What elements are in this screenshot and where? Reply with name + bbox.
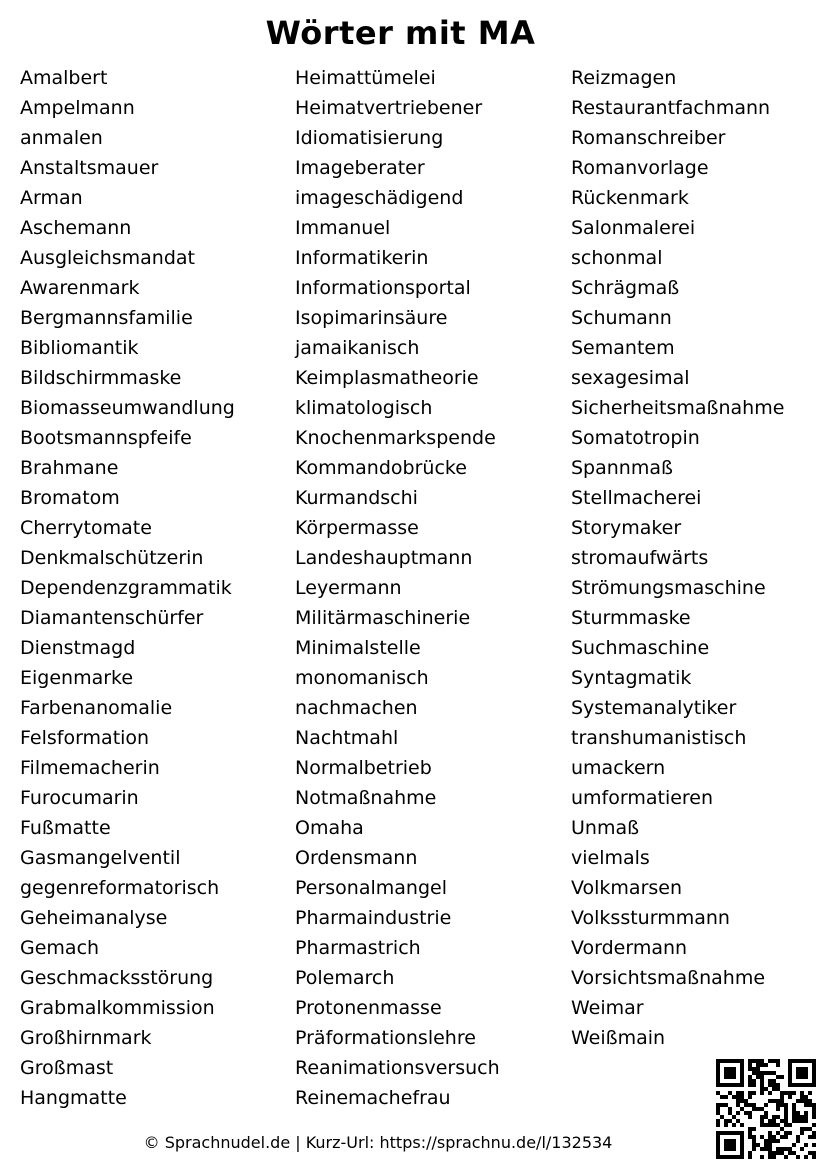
word-item: Strömungsmaschine (571, 577, 766, 599)
word-item: gegenreformatorisch (20, 877, 220, 899)
word-item: Polemarch (295, 967, 395, 989)
word-item: Sturmmaske (571, 607, 691, 629)
word-item: Gasmangelventil (20, 847, 181, 869)
word-item: Präformationslehre (295, 1027, 476, 1049)
word-item: Ordensmann (295, 847, 418, 869)
word-item: Furocumarin (20, 787, 139, 809)
word-column-3 (571, 63, 784, 1053)
word-item: umackern (571, 757, 666, 779)
word-item: Körpermasse (295, 517, 419, 539)
word-item: Informationsportal (295, 277, 471, 299)
word-item: Systemanalytiker (571, 697, 737, 719)
word-item: Filmemacherin (20, 757, 160, 779)
word-item: stromaufwärts (571, 547, 709, 569)
word-item: Romanschreiber (571, 127, 726, 149)
word-item: Geschmacksstörung (20, 967, 214, 989)
word-column-2 (295, 63, 500, 1113)
word-item: Aschemann (20, 217, 132, 239)
word-item: umformatieren (571, 787, 714, 809)
word-item: Felsformation (20, 727, 150, 749)
word-item: Großmast (20, 1057, 114, 1079)
footer-credit: © Sprachnudel.de | Kurz-Url: https://sprachnu.de/l/132534 (143, 1133, 613, 1152)
word-item: Stellmacherei (571, 487, 702, 509)
word-item: vielmals (571, 847, 650, 869)
word-item: Keimplasmatheorie (295, 367, 479, 389)
word-item: Syntagmatik (571, 667, 692, 689)
word-item: Gemach (20, 937, 100, 959)
word-item: Semantem (571, 337, 675, 359)
word-item: Amalbert (20, 67, 108, 89)
word-item: Biomasseumwandlung (20, 397, 235, 419)
word-item: Minimalstelle (295, 637, 421, 659)
word-item: Schumann (571, 307, 672, 329)
word-item: sexagesimal (571, 367, 690, 389)
word-column-1 (20, 63, 235, 1113)
word-item: Bootsmannspfeife (20, 427, 192, 449)
word-item: Normalbetrieb (295, 757, 432, 779)
word-item: Storymaker (571, 517, 682, 539)
word-item: Protonenmasse (295, 997, 442, 1019)
word-item: Grabmalkommission (20, 997, 215, 1019)
word-item: transhumanistisch (571, 727, 747, 749)
word-item: klimatologisch (295, 397, 433, 419)
word-item: Fußmatte (20, 817, 111, 839)
word-item: Geheimanalyse (20, 907, 168, 929)
word-item: Vorsichtsmaßnahme (571, 967, 766, 989)
word-item: Nachtmahl (295, 727, 399, 749)
word-item: imageschädigend (295, 187, 464, 209)
word-item: Kurmandschi (295, 487, 418, 509)
word-item: Reanimationsversuch (295, 1057, 500, 1079)
word-item: Idiomatisierung (295, 127, 444, 149)
word-item: Heimattümelei (295, 67, 436, 89)
word-item: Spannmaß (571, 457, 673, 479)
word-item: Brahmane (20, 457, 119, 479)
word-item: Personalmangel (295, 877, 447, 899)
word-item: Dependenzgrammatik (20, 577, 232, 599)
word-item: Romanvorlage (571, 157, 709, 179)
word-item: Weimar (571, 997, 644, 1019)
word-item: Dienstmagd (20, 637, 136, 659)
word-item: nachmachen (295, 697, 418, 719)
word-item: Bildschirmmaske (20, 367, 182, 389)
qr-code-icon (716, 1059, 816, 1159)
word-item: Pharmaindustrie (295, 907, 452, 929)
page-title: Wörter mit MA (265, 14, 536, 52)
word-item: Diamantenschürfer (20, 607, 204, 629)
word-item: Volkssturmmann (571, 907, 730, 929)
word-item: Suchmaschine (571, 637, 710, 659)
word-item: Informatikerin (295, 247, 429, 269)
word-item: Anstaltsmauer (20, 157, 159, 179)
word-item: Vordermann (571, 937, 688, 959)
word-item: Leyermann (295, 577, 402, 599)
word-item: Pharmastrich (295, 937, 421, 959)
word-item: Bibliomantik (20, 337, 139, 359)
word-item: Unmaß (571, 817, 640, 839)
word-item: Denkmalschützerin (20, 547, 204, 569)
word-item: Landeshauptmann (295, 547, 473, 569)
word-item: Notmaßnahme (295, 787, 437, 809)
word-item: Awarenmark (20, 277, 140, 299)
word-item: Somatotropin (571, 427, 700, 449)
word-item: Militärmaschinerie (295, 607, 471, 629)
word-item: Ampelmann (20, 97, 135, 119)
word-item: Bergmannsfamilie (20, 307, 193, 329)
word-item: Reinemachefrau (295, 1087, 451, 1109)
word-item: Cherrytomate (20, 517, 152, 539)
word-item: schonmal (571, 247, 663, 269)
word-item: Omaha (295, 817, 364, 839)
word-item: Eigenmarke (20, 667, 134, 689)
word-item: Schrägmaß (571, 277, 680, 299)
word-item: Isopimarinsäure (295, 307, 448, 329)
word-item: Immanuel (295, 217, 391, 239)
word-item: Reizmagen (571, 67, 677, 89)
word-item: Ausgleichsmandat (20, 247, 195, 269)
word-item: anmalen (20, 127, 103, 149)
word-item: Hangmatte (20, 1087, 127, 1109)
word-item: Imageberater (295, 157, 425, 179)
word-item: jamaikanisch (295, 337, 420, 359)
word-item: Sicherheitsmaßnahme (571, 397, 785, 419)
word-item: Großhirnmark (20, 1027, 152, 1049)
word-item: monomanisch (295, 667, 429, 689)
word-item: Arman (20, 187, 83, 209)
word-item: Bromatom (20, 487, 120, 509)
word-item: Salonmalerei (571, 217, 696, 239)
word-item: Volkmarsen (571, 877, 683, 899)
word-item: Rückenmark (571, 187, 689, 209)
word-item: Weißmain (571, 1027, 666, 1049)
word-item: Farbenanomalie (20, 697, 173, 719)
word-item: Kommandobrücke (295, 457, 467, 479)
word-item: Knochenmarkspende (295, 427, 496, 449)
word-item: Heimatvertriebener (295, 97, 483, 119)
word-item: Restaurantfachmann (571, 97, 771, 119)
